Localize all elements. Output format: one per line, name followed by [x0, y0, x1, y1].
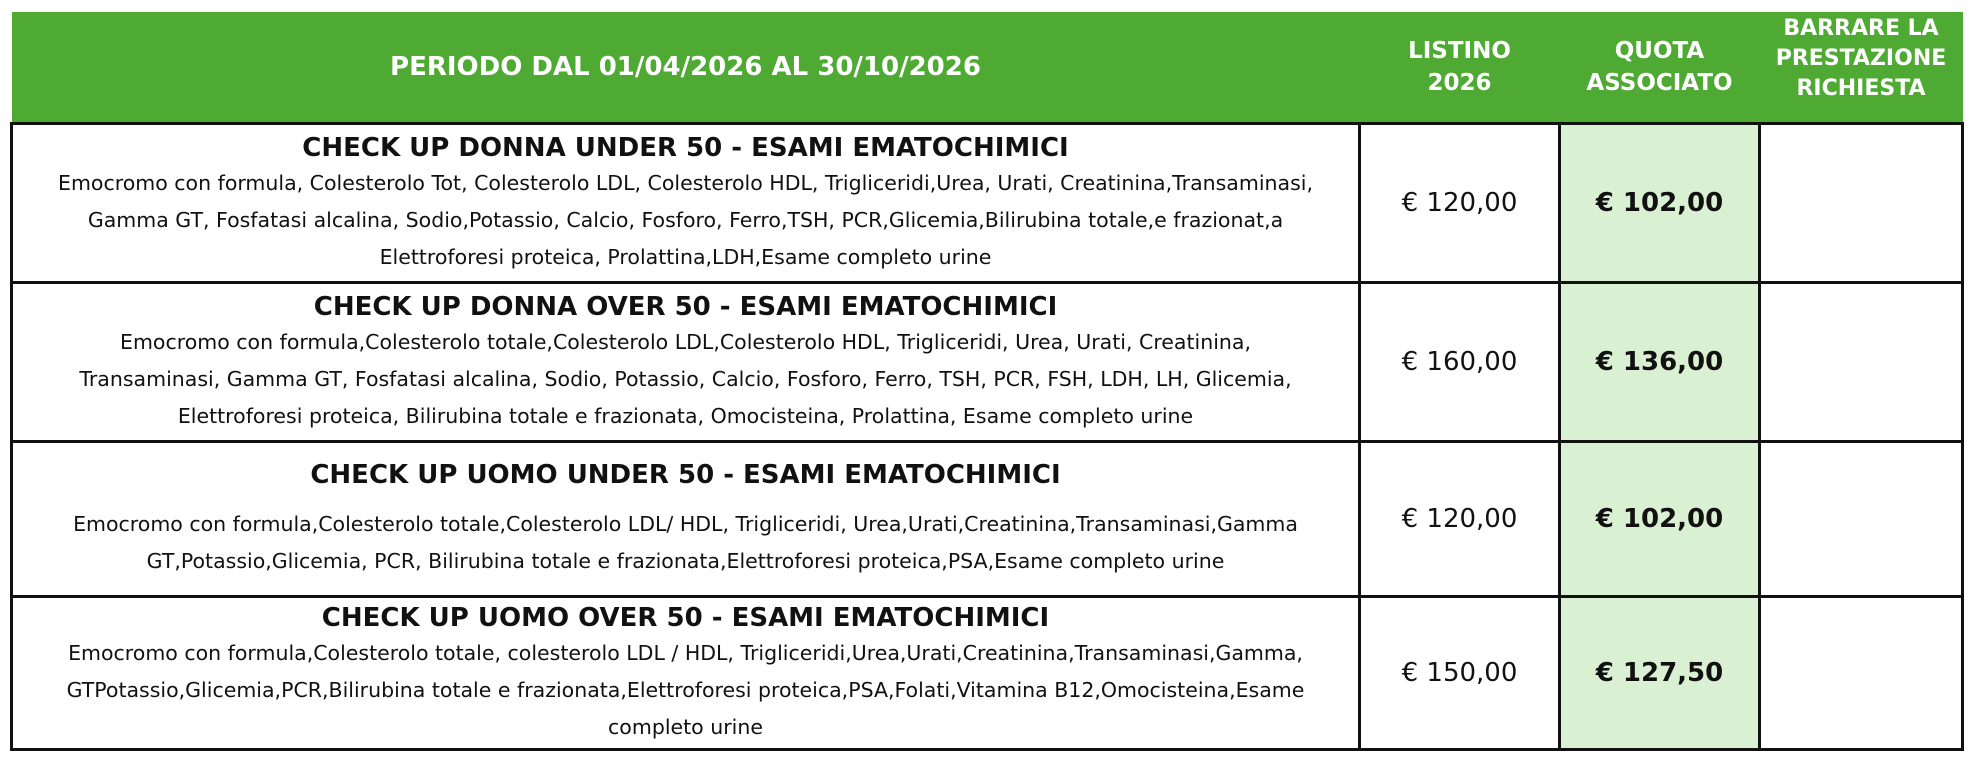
- price-list-table: [10, 12, 1964, 751]
- service-exams: [13, 324, 1358, 435]
- service-exams: [13, 635, 1358, 746]
- listino-price: € 150,00: [1360, 597, 1560, 750]
- exams-line: GTPotassio,Glicemia,PCR,Bilirubina totale e frazionata,Elettroforesi proteica,PSA,Folati,Vitamina B12,Omocisteina,Esame: [66, 677, 1305, 702]
- exams-line: Emocromo con formula,Colesterolo totale, colesterolo LDL / HDL, Trigliceridi,Urea,Urati,Creatinina,Transaminasi,Gamma,: [68, 640, 1303, 665]
- listino-price: € 160,00: [1360, 283, 1560, 442]
- quota-price: € 127,50: [1560, 597, 1760, 750]
- select-checkbox-cell[interactable]: [1760, 597, 1963, 750]
- exams-line: Gamma GT, Fosfatasi alcalina, Sodio,Potassio, Calcio, Fosforo, Ferro,TSH, PCR,Glicemia,Bilirubina totale,e frazionat,a: [87, 207, 1284, 232]
- service-cell: [12, 283, 1360, 442]
- select-header-line2: PRESTAZIONE: [1775, 46, 1947, 71]
- service-cell: [12, 442, 1360, 597]
- exams-line: Emocromo con formula, Colesterolo Tot, Colesterolo LDL, Colesterolo HDL, Trigliceridi,Urea, Urati, Creatinina,Transaminasi,: [58, 170, 1313, 195]
- price-list-table-wrapper: [10, 12, 1961, 751]
- exams-line: Elettroforesi proteica, Prolattina,LDH,Esame completo urine: [379, 244, 992, 269]
- exams-line: Elettroforesi proteica, Bilirubina totale e frazionata, Omocisteina, Prolattina, Esame completo urine: [177, 403, 1194, 428]
- exams-line: Emocromo con formula,Colesterolo totale,Colesterolo LDL,Colesterolo HDL, Trigliceridi, Urea, Urati, Creatinina,: [120, 329, 1251, 354]
- quota-header-line2: ASSOCIATO: [1586, 70, 1733, 96]
- service-title: CHECK UP DONNA OVER 50 - ESAMI EMATOCHIMICI: [313, 291, 1058, 322]
- header-row: [12, 12, 1963, 124]
- exams-line: completo urine: [608, 714, 763, 739]
- table-row: [12, 442, 1963, 597]
- service-exams: [13, 165, 1358, 276]
- select-checkbox-cell[interactable]: [1760, 442, 1963, 597]
- table-row: [12, 283, 1963, 442]
- quota-header-line1: QUOTA: [1614, 38, 1705, 64]
- listino-header-line1: LISTINO: [1408, 38, 1511, 64]
- period-header: PERIODO DAL 01/04/2026 AL 30/10/2026: [12, 12, 1360, 124]
- listino-price: € 120,00: [1360, 124, 1560, 283]
- service-cell: [12, 597, 1360, 750]
- service-title: CHECK UP DONNA UNDER 50 - ESAMI EMATOCHIMICI: [302, 132, 1069, 163]
- service-title: CHECK UP UOMO UNDER 50 - ESAMI EMATOCHIMICI: [310, 460, 1061, 490]
- listino-header: [1360, 12, 1560, 124]
- select-header: [1760, 12, 1963, 124]
- table-row: [12, 124, 1963, 283]
- quota-price: € 102,00: [1560, 124, 1760, 283]
- listino-header-line2: 2026: [1427, 70, 1492, 96]
- exams-line: Emocromo con formula,Colesterolo totale,Colesterolo LDL/ HDL, Trigliceridi, Urea,Urati,Creatinina,Transaminasi,Gamma: [73, 512, 1298, 536]
- quota-price: € 136,00: [1560, 283, 1760, 442]
- quota-price: € 102,00: [1560, 442, 1760, 597]
- select-checkbox-cell[interactable]: [1760, 124, 1963, 283]
- service-cell: [12, 124, 1360, 283]
- service-title: CHECK UP UOMO OVER 50 - ESAMI EMATOCHIMICI: [321, 602, 1050, 633]
- select-header-line1: BARRARE LA: [1783, 16, 1939, 41]
- exams-line: GT,Potassio,Glicemia, PCR, Bilirubina totale e frazionata,Elettroforesi proteica,PSA,Esame completo urine: [146, 549, 1225, 573]
- table-row: [12, 597, 1963, 750]
- quota-header: [1560, 12, 1760, 124]
- exams-line: Transaminasi, Gamma GT, Fosfatasi alcalina, Sodio, Potassio, Calcio, Fosforo, Ferro, TSH, PCR, FSH, LDH, LH, Glicemia,: [79, 366, 1292, 391]
- service-exams: [13, 506, 1358, 580]
- select-checkbox-cell[interactable]: [1760, 283, 1963, 442]
- select-header-line3: RICHIESTA: [1796, 76, 1926, 101]
- listino-price: € 120,00: [1360, 442, 1560, 597]
